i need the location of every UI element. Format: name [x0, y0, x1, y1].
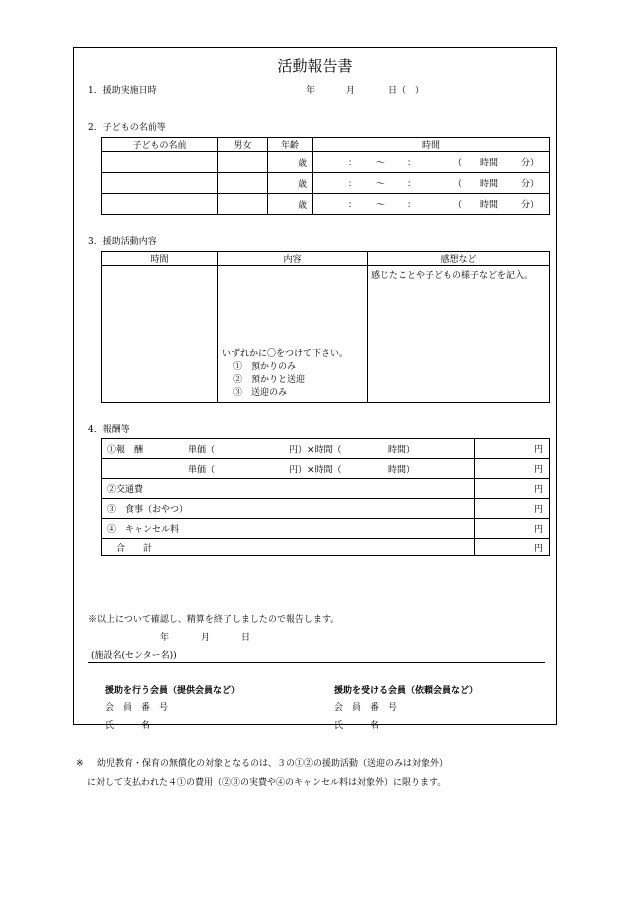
fee-amount-cell[interactable]: [475, 459, 550, 479]
section1-label: 1．援助実施日時: [88, 86, 157, 96]
header-gender: 男女: [218, 138, 268, 152]
header-activity-time: 時間: [102, 252, 218, 266]
choice-option[interactable]: ③ 送迎のみ: [233, 388, 288, 398]
duration-hours: 時間: [480, 158, 499, 169]
duration-minutes: 分）: [521, 200, 540, 211]
impressions-cell[interactable]: [368, 266, 550, 403]
activity-content-cell[interactable]: [218, 266, 368, 403]
fee-amount-cell[interactable]: [475, 479, 550, 499]
fees-table: [101, 438, 550, 556]
fee-name: ④ キャンセル料: [102, 519, 475, 539]
fee-total-label: 合 計: [102, 539, 475, 556]
time-cell[interactable]: [313, 194, 550, 215]
hours-label: 時間）: [388, 445, 416, 455]
table-row: [102, 479, 550, 499]
age-cell[interactable]: [268, 152, 313, 173]
table-row: [102, 459, 550, 479]
yen-unit: 円: [533, 465, 543, 475]
gender-cell[interactable]: [218, 194, 268, 215]
footnote-line1: 幼児教育・保育の無償化の対象となるのは、３の①②の援助活動（送迎のみは対象外）: [97, 759, 449, 769]
child-name-cell[interactable]: [102, 194, 218, 215]
fee-item-cell: [102, 439, 475, 459]
section4-label: 4．報酬等: [88, 425, 130, 435]
yen-unit: 円: [533, 505, 543, 515]
footnote-mark: ※: [76, 759, 84, 769]
confirm-year-label: 年: [160, 633, 170, 643]
time-colon: ：: [407, 179, 417, 190]
section2-label: 2．子どもの名前等: [88, 123, 166, 133]
section3-label: 3．援助活動内容: [88, 237, 157, 247]
requester-name-label: 氏 名: [334, 721, 380, 731]
fee-amount-cell[interactable]: [475, 439, 550, 459]
choice-option[interactable]: ① 預かりのみ: [233, 362, 297, 372]
footnote-line2: に対して支払われた４①の費用（②③の実費や④のキャンセル料は対象外）に限ります。: [87, 778, 447, 788]
date-year-label: 年: [306, 86, 316, 96]
unit-price-label: 単価（: [188, 465, 216, 475]
duration-hours: 時間: [480, 200, 499, 211]
table-row: [102, 194, 550, 215]
header-time: 時間: [313, 138, 550, 152]
time-tilde: 〜: [376, 200, 386, 211]
duration-paren: （: [453, 158, 463, 169]
table-row: [102, 519, 550, 539]
header-impressions: 感想など: [368, 252, 550, 266]
time-cell[interactable]: [313, 173, 550, 194]
children-table: [101, 137, 550, 215]
header-activity-content: 内容: [218, 252, 368, 266]
facility-name-line[interactable]: [88, 662, 545, 663]
confirm-month-label: 月: [201, 633, 211, 643]
yen-times-label: 円）×時間（: [289, 445, 342, 455]
confirmation-statement: ※以上について確認し、精算を終了しましたので報告します。: [88, 615, 340, 625]
fee-total-cell[interactable]: [475, 539, 550, 556]
provider-number-label: 会 員 番 号: [105, 703, 169, 713]
time-colon: ：: [348, 200, 358, 211]
yen-times-label: 円）×時間（: [289, 465, 342, 475]
gender-cell[interactable]: [218, 152, 268, 173]
duration-paren: （: [453, 179, 463, 190]
confirm-day-label: 日: [241, 633, 251, 643]
page-title: 活動報告書: [277, 57, 353, 75]
choice-prompt: いずれかに〇をつけて下さい。: [222, 349, 349, 359]
duration-minutes: 分）: [521, 158, 540, 169]
yen-unit: 円: [533, 525, 543, 535]
fee-item-cell: [102, 459, 475, 479]
table-row: [102, 439, 550, 459]
activity-time-cell[interactable]: [102, 266, 218, 403]
time-colon: ：: [348, 158, 358, 169]
table-row: [102, 499, 550, 519]
time-colon: ：: [407, 200, 417, 211]
fee-amount-cell[interactable]: [475, 519, 550, 539]
time-tilde: 〜: [376, 179, 386, 190]
requester-heading: 援助を受ける会員（依頼会員など）: [334, 686, 479, 696]
age-cell[interactable]: [268, 173, 313, 194]
impression-note: 感じたことや子どもの様子などを記入。: [371, 271, 534, 281]
header-child-name: 子どもの名前: [102, 138, 218, 152]
time-colon: ：: [348, 179, 358, 190]
facility-name-label: (施設名(センター名)): [91, 651, 177, 661]
table-row: [102, 539, 550, 556]
age-unit: 歳: [297, 200, 307, 211]
yen-unit: 円: [533, 485, 543, 495]
table-row: [102, 173, 550, 194]
duration-paren: （: [453, 200, 463, 211]
hours-label: 時間）: [388, 465, 416, 475]
yen-unit: 円: [533, 445, 543, 455]
child-name-cell[interactable]: [102, 152, 218, 173]
provider-heading: 援助を行う会員（提供会員など）: [105, 686, 241, 696]
choice-option[interactable]: ② 預かりと送迎: [233, 375, 306, 385]
fee-amount-cell[interactable]: [475, 499, 550, 519]
child-name-cell[interactable]: [102, 173, 218, 194]
activity-table: [101, 251, 550, 403]
fee-name: ①報 酬: [107, 445, 144, 455]
fee-name: ③ 食事（おやつ）: [102, 499, 475, 519]
duration-hours: 時間: [480, 179, 499, 190]
requester-number-label: 会 員 番 号: [334, 703, 398, 713]
age-unit: 歳: [297, 158, 307, 169]
gender-cell[interactable]: [218, 173, 268, 194]
fee-name: ②交通費: [102, 479, 475, 499]
date-month-label: 月: [346, 86, 356, 96]
table-row: [102, 152, 550, 173]
time-cell[interactable]: [313, 152, 550, 173]
time-colon: ：: [407, 158, 417, 169]
yen-unit: 円: [533, 543, 543, 554]
date-day-label: 日（ ）: [388, 86, 425, 96]
age-cell[interactable]: [268, 194, 313, 215]
time-tilde: 〜: [376, 158, 386, 169]
provider-name-label: 氏 名: [105, 721, 151, 731]
age-unit: 歳: [297, 179, 307, 190]
header-age: 年齢: [268, 138, 313, 152]
duration-minutes: 分）: [521, 179, 540, 190]
unit-price-label: 単価（: [188, 445, 216, 455]
